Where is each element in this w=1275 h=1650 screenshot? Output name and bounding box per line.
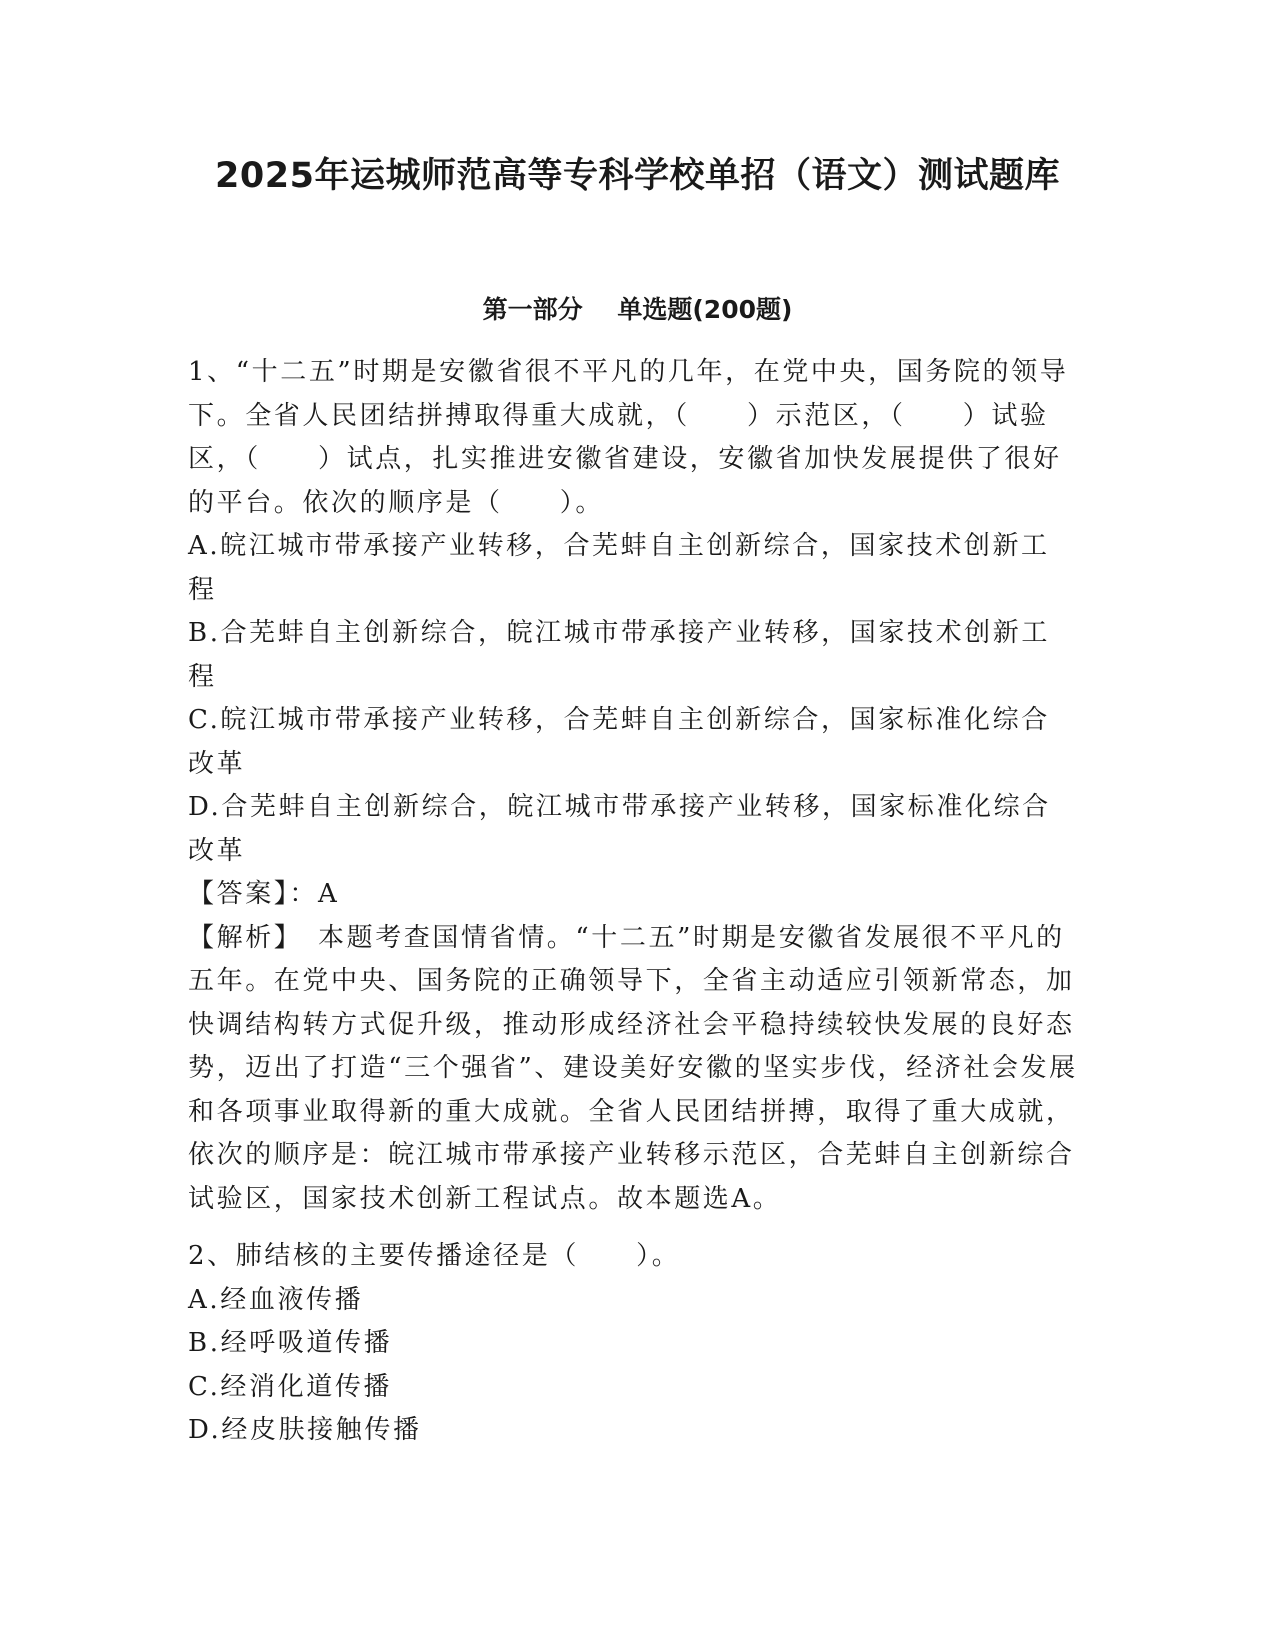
question-list <box>188 351 1078 1453</box>
option-b: B.合芜蚌自主创新综合，皖江城市带承接产业转移，国家技术创新工程 <box>188 618 1050 692</box>
question-2 <box>188 1235 1078 1453</box>
option-a: A.皖江城市带承接产业转移，合芜蚌自主创新综合，国家技术创新工程 <box>188 531 1050 605</box>
option-b: B.经呼吸道传播 <box>188 1328 393 1358</box>
option-d: D.合芜蚌自主创新综合，皖江城市带承接产业转移，国家标准化综合改革 <box>188 792 1051 866</box>
analysis: 【解析】 本题考查国情省情。“十二五”时期是安徽省发展很不平凡的五年。在党中央、国务院的正确领导下，全省主动适应引领新常态，加快调结构转方式促升级，推动形成经济社会平稳持续较快发展的良好态势，迈出了打造“三个强省”、建设美好安徽的坚实步伐，经济社会发展和各项事业取得新的重大成就。全省人民团结拼搏，取得了重大成就，依次的顺序是：皖江城市带承接产业转移示范区，合芜蚌自主创新综合试验区，国家技术创新工程试点。故本题选A。 <box>188 922 1078 1214</box>
section-title: 第一部分 单选题(200题) <box>482 295 793 324</box>
answer: 【答案】：A <box>188 879 340 909</box>
question-1 <box>188 351 1078 1221</box>
question-stem: 2、肺结核的主要传播途径是（ ）。 <box>188 1241 681 1271</box>
option-c: C.皖江城市带承接产业转移，合芜蚌自主创新综合，国家标准化综合改革 <box>188 705 1050 779</box>
question-stem: 1、“十二五”时期是安徽省很不平凡的几年，在党中央，国务院的领导下。全省人民团结拼搏取得重大成就，（ ）示范区，（ ）试验区，（ ）试点，扎实推进安徽省建设，安徽省加快发展提供了很好的平台。依次的顺序是（ ）。 <box>188 357 1069 518</box>
document-title: 2025年运城师范高等专科学校单招（语文）测试题库 <box>215 156 1060 196</box>
option-a: A.经血液传播 <box>188 1284 364 1315</box>
option-d: D.经皮肤接触传播 <box>188 1415 422 1445</box>
option-c: C.经消化道传播 <box>188 1371 393 1402</box>
